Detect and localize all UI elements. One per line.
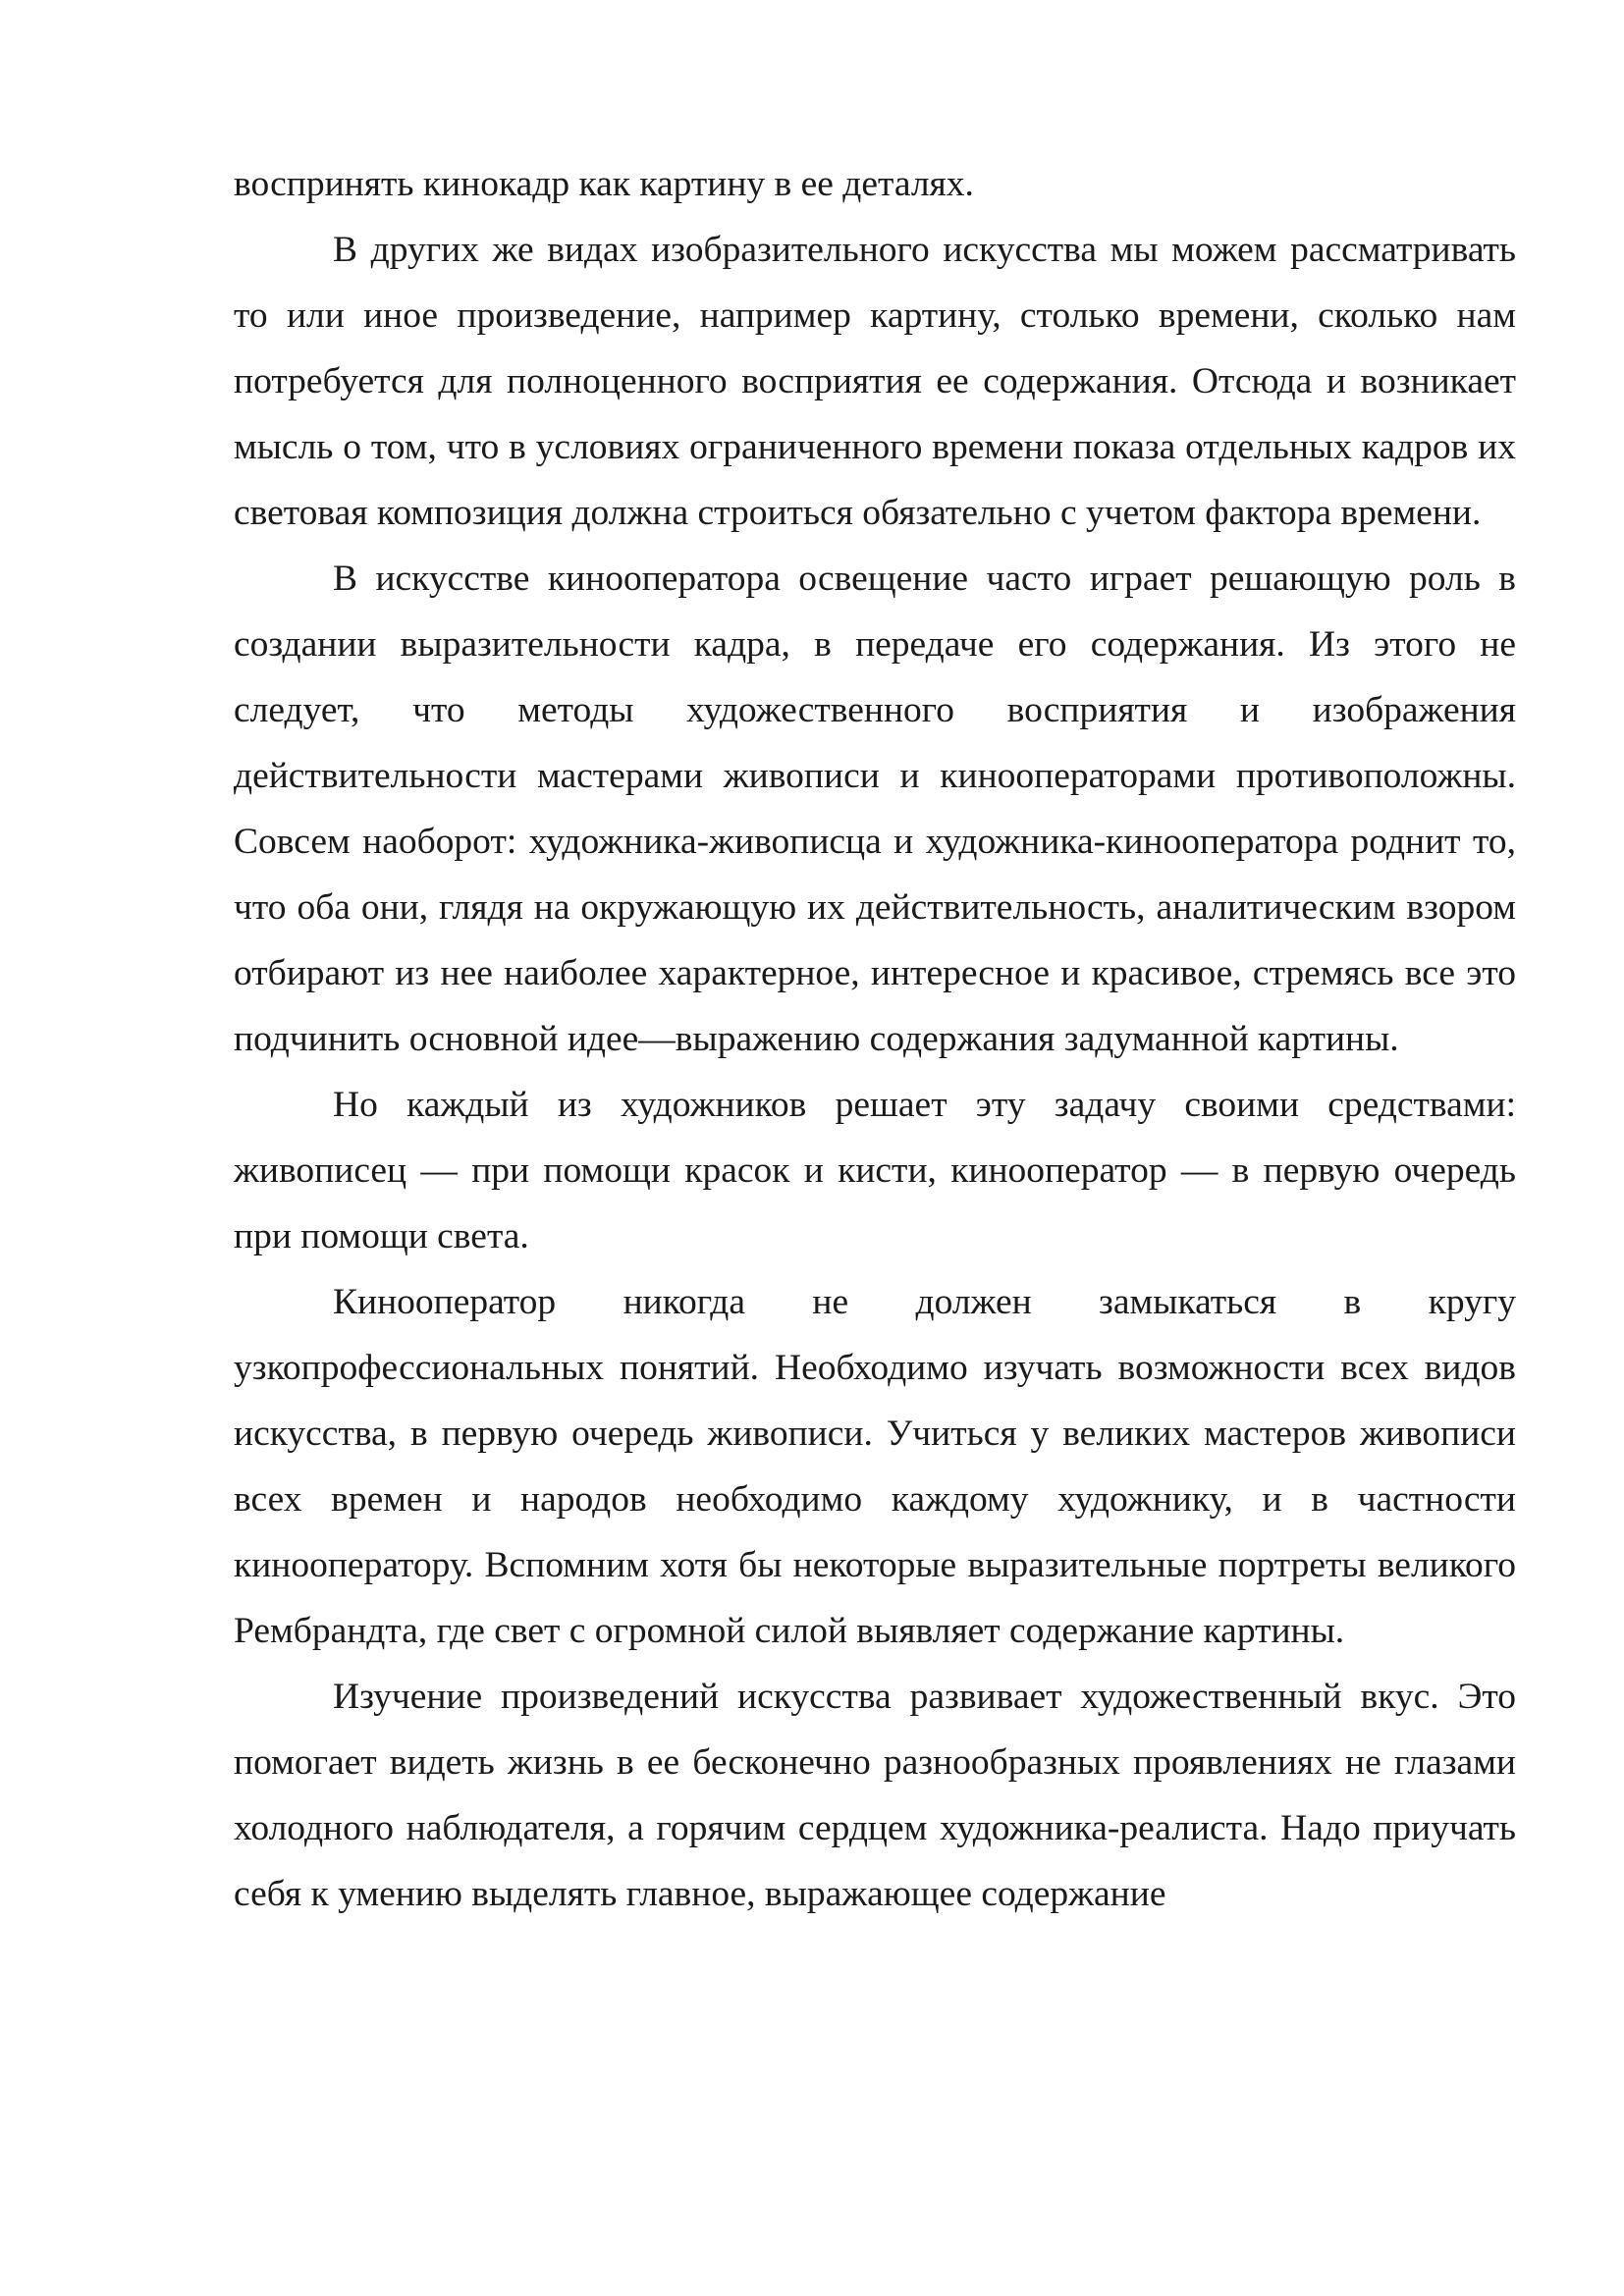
paragraph: Изучение произведений искусства развивает художественный вкус. Это помогает видеть жизнь в ее бесконечно разнообразных проявлениях не глазами холодного наблюдателя, а горячим сердцем художника-реалиста. Надо приучать себя к умению выделять главное, выражающее содержание [234,1677,1516,1914]
paragraph: В искусстве кинооператора освещение часто играет решающую роль в создании выразительности кадра, в передаче его содержания. Из этого не следует, что методы художественного восприятия и изображения действительности мастерами живописи и кинооператорами противоположны. Совсем наоборот: художника-живописца и художника-кинооператора роднит то, что оба они, глядя на окружающую их действительность, аналитическим взором отбирают из нее наиболее характерное, интересное и красивое, стремясь все это подчинить основной идее—выражению содержания задуманной картины. [234,559,1516,1059]
paragraph: Кинооператор никогда не должен замыкаться в кругу узкопрофессиональных понятий. Необходимо изучать возможности всех видов искусства, в первую очередь живописи. Учиться у великих мастеров живописи всех времен и народов необходимо каждому художнику, и в частности кинооператору. Вспомним хотя бы некоторые выразительные портреты великого Рембрандта, где свет с огромной силой выявляет содержание картины. [234,1282,1516,1651]
paragraph: Но каждый из художников решает эту задачу своими средствами: живописец — при помощи красок и кисти, кинооператор — в первую очередь при помощи света. [234,1085,1516,1256]
body-text [234,151,1516,1927]
paragraph: В других же видах изобразительного искусства мы можем рассматривать то или иное произведение, например картину, столько времени, сколько нам потребуется для полноценного восприятия ее содержания. Отсюда и возникает мысль о том, что в условиях ограниченного времени показа отдельных кадров их световая композиция должна строиться обязательно с учетом фактора времени. [234,230,1516,533]
paragraph-continuation: воспринять кинокадр как картину в ее деталях. [234,164,974,204]
